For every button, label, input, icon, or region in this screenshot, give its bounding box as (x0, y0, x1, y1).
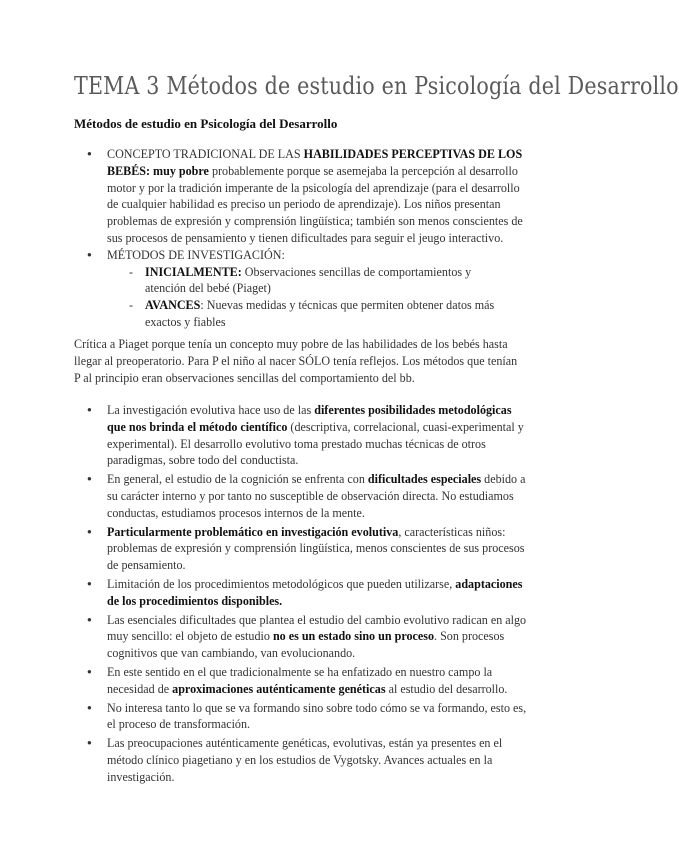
list-item: ● En este sentido en el que tradicionalmente se ha enfatizado en nuestro campo la necesidad de aproximaciones auténticamente genéticas al estudio del desarrollo. (107, 664, 527, 698)
paragraph: Crítica a Piaget porque tenía un concepto muy pobre de las habilidades de los bebés hasta llegar al preoperatorio. Para P el niño al nacer SÓLO tenía reflejos. Los métodos que tenían P al principio eran observaciones sencillas del comportamiento del bb. (74, 337, 518, 385)
list-item: ● Las esenciales dificultades que plantea el estudio del cambio evolutivo radican en algo muy sencillo: el objeto de estudio no es un estado sino un proceso. Son procesos cognitivos que van cambiando, van evolucionando. (107, 612, 527, 662)
list-item: ● La investigación evolutiva hace uso de las diferentes posibilidades metodológicas que nos brinda el método científico (descriptiva, correlacional, cuasi-experimental y experimental). El desarrollo evolutivo toma prestado muchas técnicas de otros paradigmas, sobre todo del conductista. (107, 402, 527, 469)
bullet-list-2 (107, 402, 527, 788)
section-subtitle: Métodos de estudio en Psicología del Desarrollo (74, 116, 338, 131)
sub-list (145, 264, 507, 331)
sub-list-item: - INICIALMENTE: Observaciones sencillas de comportamientos y atención del bebé (Piaget) (145, 264, 507, 298)
list-item: ● MÉTODOS DE INVESTIGACIÓN: - INICIALMENTE: Observaciones sencillas de comportamientos y atención del bebé (Piaget) - AVANCES: Nuevas medidas y técnicas que permiten obtener datos más exactos y fiables (107, 247, 527, 331)
sub-list-item: - AVANCES: Nuevas medidas y técnicas que permiten obtener datos más exactos y fiables (145, 297, 507, 331)
bullet-list-1 (107, 146, 527, 331)
list-item: ● Particularmente problemático en investigación evolutiva, características niños: problemas de expresión y comprensión lingüística, menos conscientes de sus procesos de pensamiento. (107, 524, 527, 574)
list-item: ● En general, el estudio de la cognición se enfrenta con dificultades especiales debido a su carácter interno y por tanto no susceptible de observación directa. No estudiamos conductas, estudiamos procesos internos de la mente. (107, 471, 527, 521)
list-item: ● CONCEPTO TRADICIONAL DE LAS HABILIDADES PERCEPTIVAS DE LOS BEBÉS: muy pobre probablemente porque se asemejaba la percepción al desarrollo motor y por la tradición imperante de la psicología del aprendizaje (para el desarrollo de cualquier habilidad es preciso un periodo de aprendizaje). Los niños presentan problemas de expresión y comprensión lingüística; también son menos conscientes de sus procesos de pensamiento y tienen dificultades para seguir el jeugo interactivo. (107, 146, 527, 247)
list-item: ● Las preocupaciones auténticamente genéticas, evolutivas, están ya presentes en el método clínico piagetiano y en los estudios de Vygotsky. Avances actuales en la investigación. (107, 735, 527, 785)
page-title: TEMA 3 Métodos de estudio en Psicología del Desarrollo (74, 72, 679, 100)
list-item: ● No interesa tanto lo que se va formando sino sobre todo cómo se va formando, esto es, el proceso de transformación. (107, 700, 527, 734)
list-item: ● Limitación de los procedimientos metodológicos que pueden utilizarse, adaptaciones de los procedimientos disponibles. (107, 576, 527, 610)
